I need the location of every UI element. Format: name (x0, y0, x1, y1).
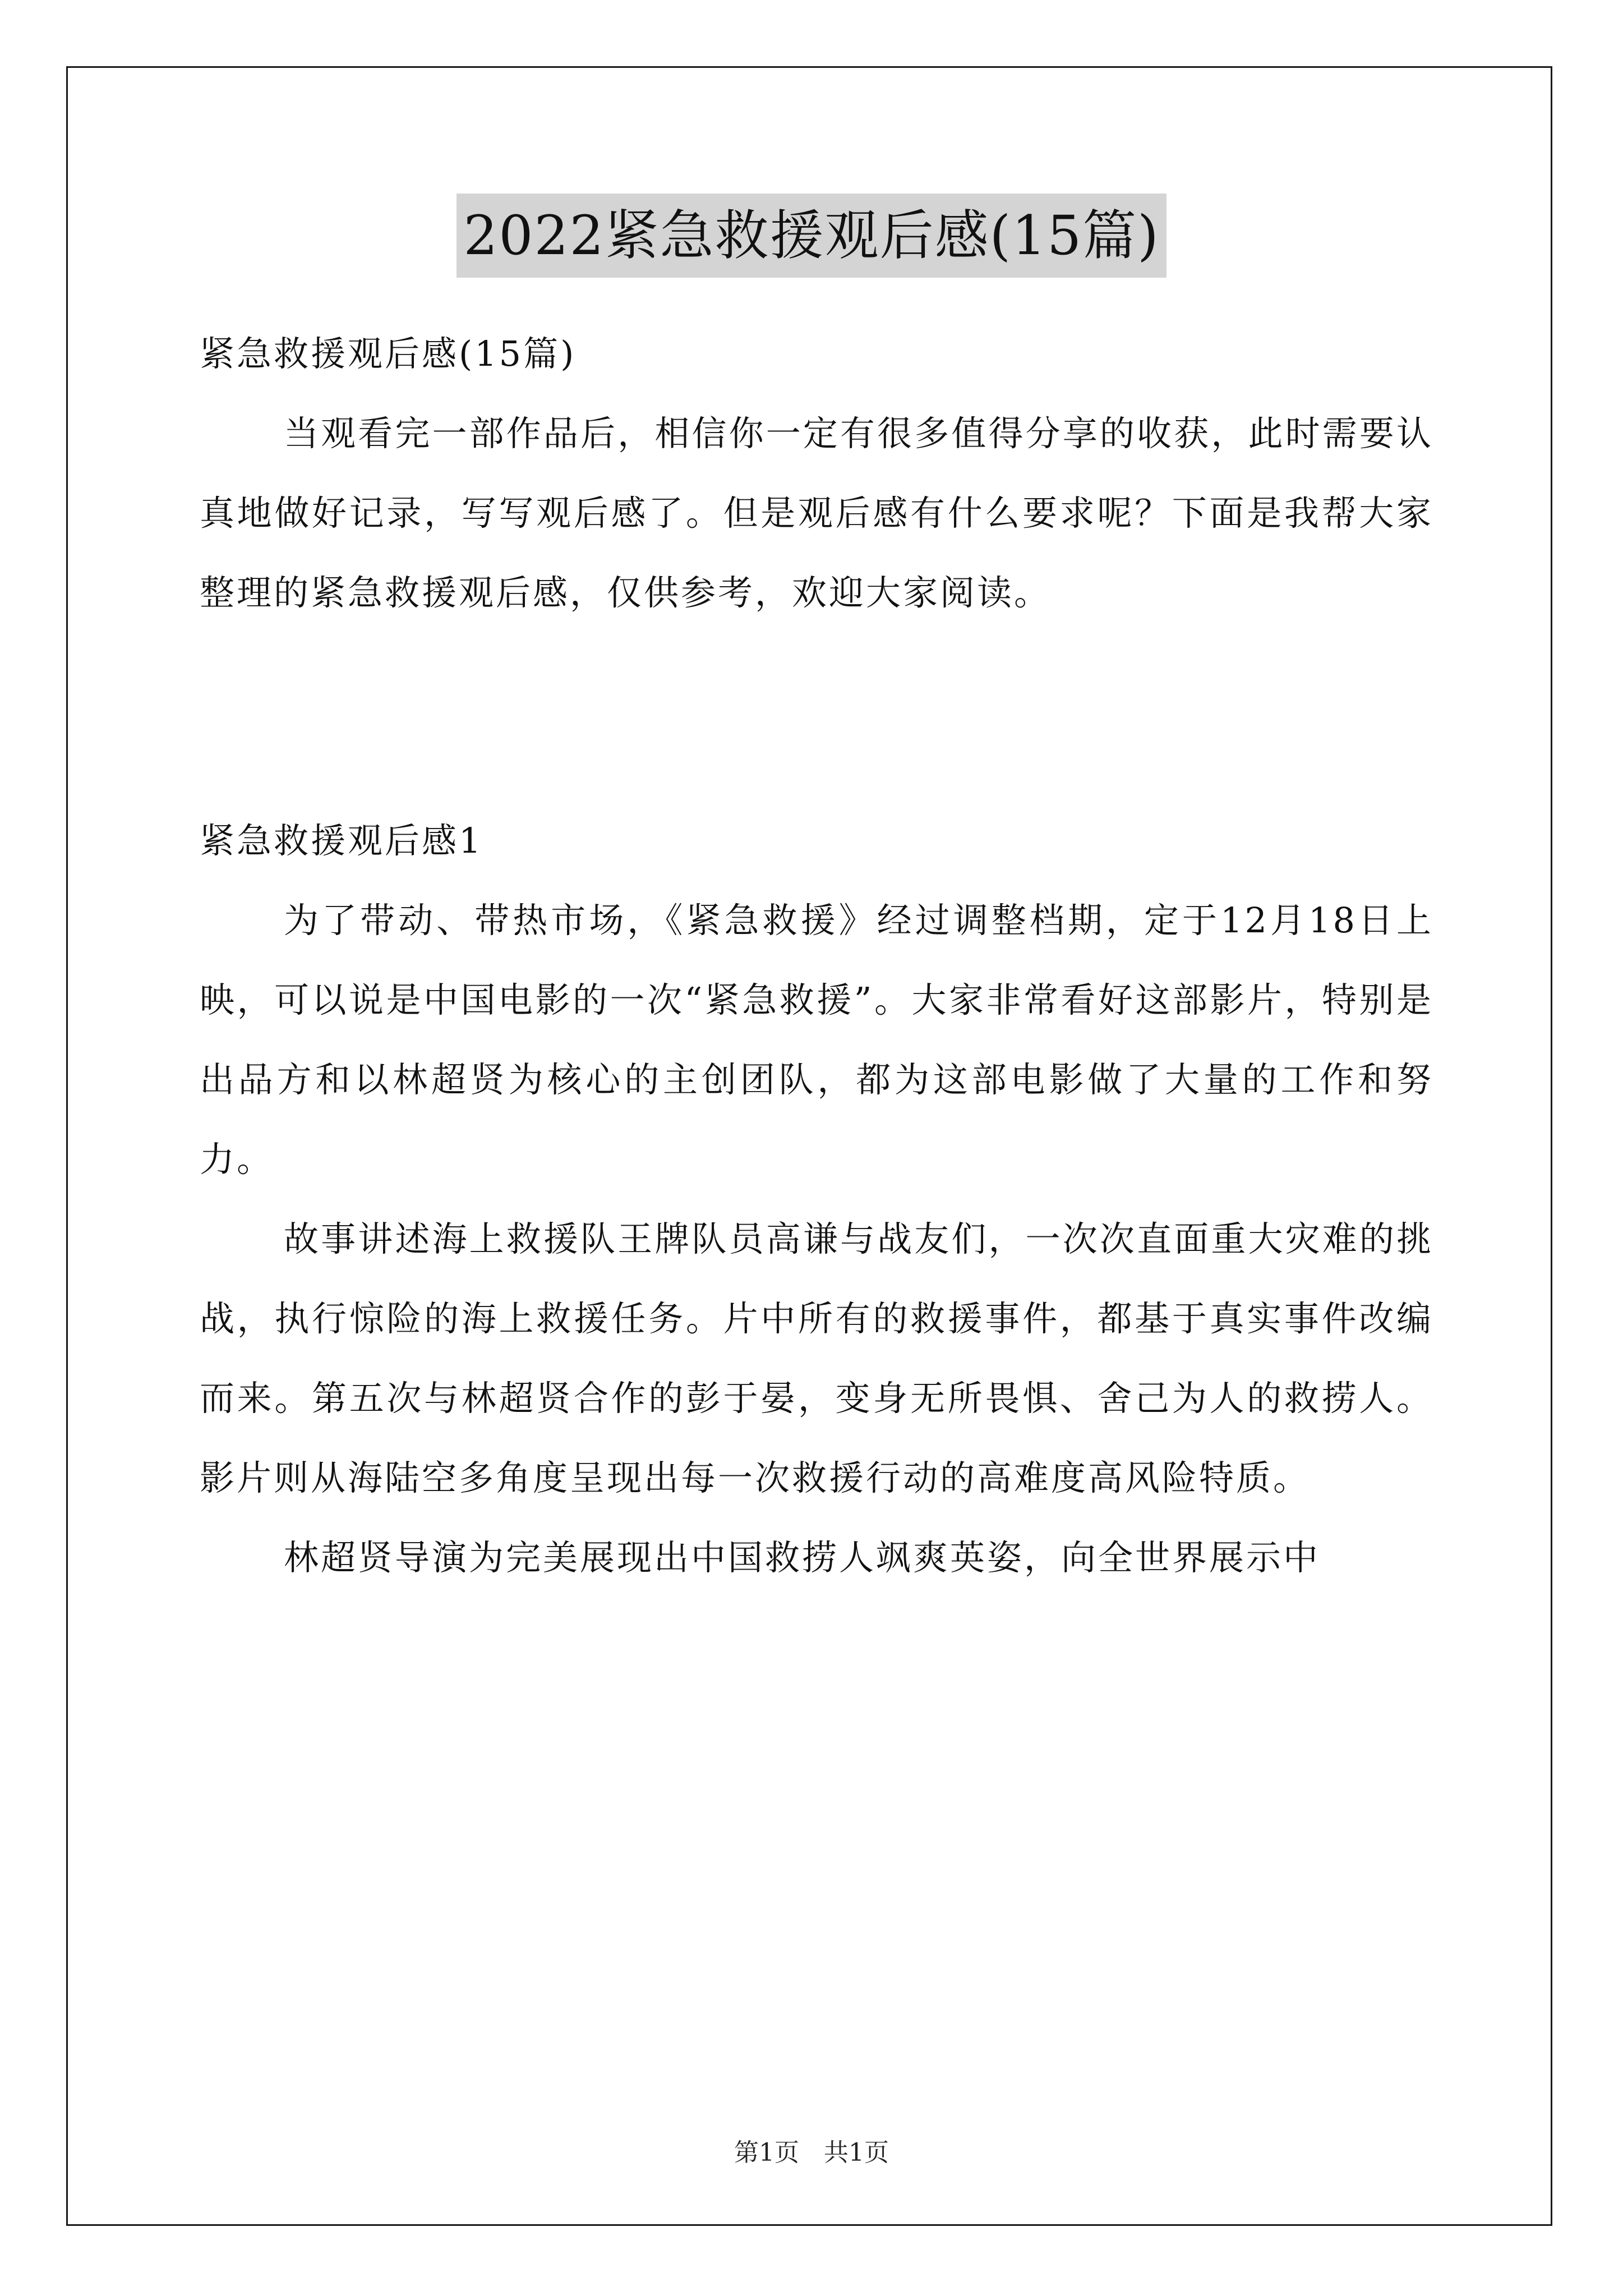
section-heading: 紧急救援观后感1 (200, 820, 483, 861)
page-footer: 第1页 共1页 (734, 2138, 889, 2167)
document-title: 2022紧急救援观后感(15篇) (457, 194, 1166, 278)
body-paragraph: 为了带动、带热市场，《紧急救援》经过调整档期，定于12月18日上映，可以说是中国电影的一次“紧急救援”。大家非常看好这部影片，特别是出品方和以林超贤为核心的主创团队，都为这部电影做了大量的工作和努力。 (200, 900, 1433, 1180)
section-spacer (200, 633, 1433, 801)
document-body (200, 314, 1433, 1598)
title-container (0, 194, 1623, 278)
body-paragraph: 故事讲述海上救援队王牌队员高谦与战友们，一次次直面重大灾难的挑战，执行惊险的海上救援任务。片中所有的救援事件，都基于真实事件改编而来。第五次与林超贤合作的彭于晏，变身无所畏惧、舍己为人的救捞人。影片则从海陆空多角度呈现出每一次救援行动的高难度高风险特质。 (200, 1218, 1433, 1498)
body-paragraph: 林超贤导演为完美展现出中国救捞人飒爽英姿，向全世界展示中 (284, 1537, 1321, 1578)
document-subtitle: 紧急救援观后感(15篇) (200, 333, 577, 374)
intro-paragraph: 当观看完一部作品后，相信你一定有很多值得分享的收获，此时需要认真地做好记录，写写观后感了。但是观后感有什么要求呢？下面是我帮大家整理的紧急救援观后感，仅供参考，欢迎大家阅读。 (200, 413, 1433, 613)
